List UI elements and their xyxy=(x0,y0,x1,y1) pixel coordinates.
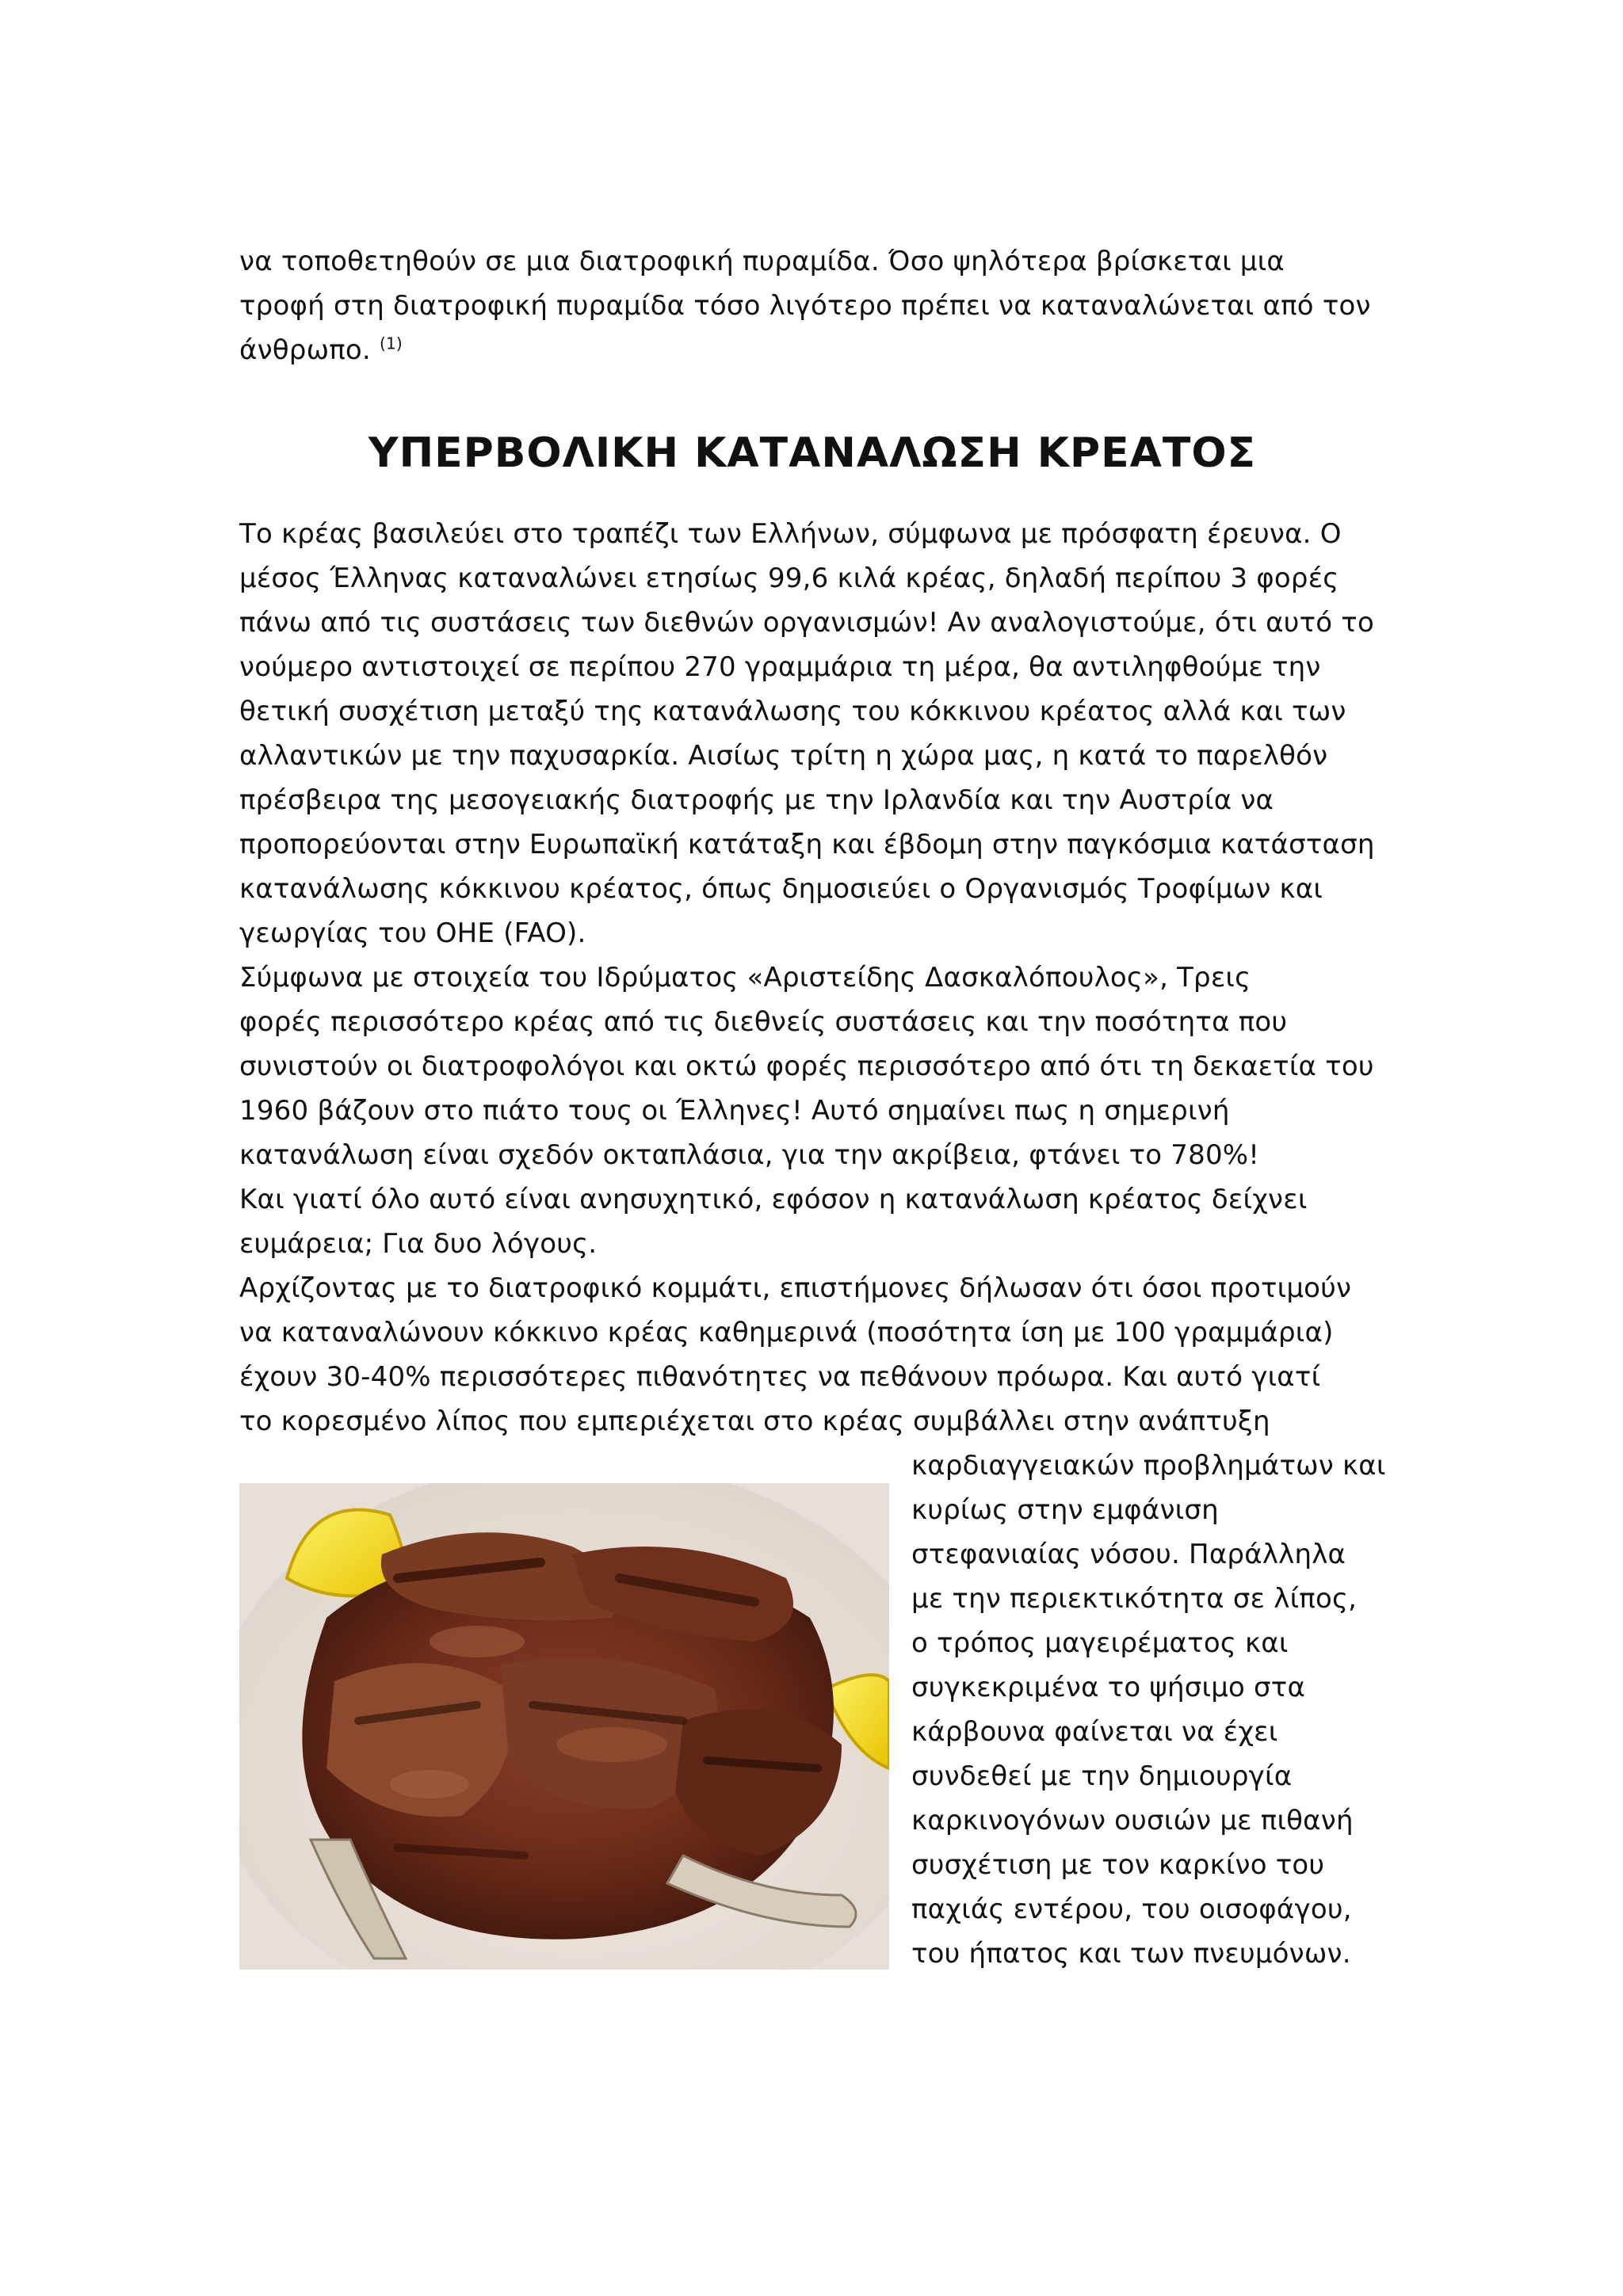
wrap-line: καρδιαγγειακών προβλημάτων και xyxy=(911,1450,1386,1482)
body-line: θετική συσχέτιση μεταξύ της κατανάλωσης του κόκκινου κρέατος αλλά και των xyxy=(239,696,1346,727)
body-line: να καταναλώνουν κόκκινο κρέας καθημερινά (ποσότητα ίση με 100 γραμμάρια) xyxy=(239,1317,1334,1348)
body-line: το κορεσμένο λίπος που εμπεριέχεται στο κρέας συμβάλλει στην ανάπτυξη xyxy=(239,1405,1270,1437)
wrap-line: συγκεκριμένα το ψήσιμο στα xyxy=(911,1672,1306,1703)
wrap-line: ο τρόπος μαγειρέματος και xyxy=(911,1627,1289,1659)
grilled-meat-photo xyxy=(239,1483,889,1970)
body-line: Σύμφωνα με στοιχεία του Ιδρύματος «Αριστείδης Δασκαλόπουλος», Τρεις xyxy=(239,962,1251,994)
body-line: αλλαντικών με την παχυσαρκία. Αισίως τρίτη η χώρα μας, η κατά το παρελθόν xyxy=(239,740,1328,772)
body-line: προπορεύονται στην Ευρωπαϊκή κατάταξη και έβδομη στην παγκόσμια κατάσταση xyxy=(239,829,1375,860)
intro-line-2: τροφή στη διατροφική πυραμίδα τόσο λιγότερο πρέπει να καταναλώνεται από τον xyxy=(239,290,1371,322)
wrap-line: με την περιεκτικότητα σε λίπος, xyxy=(911,1583,1358,1615)
intro-line-3 xyxy=(239,334,403,366)
wrap-line: συνδεθεί με την δημιουργία xyxy=(911,1760,1293,1792)
body-line: Το κρέας βασιλεύει στο τραπέζι των Ελλήνων, σύμφωνα με πρόσφατη έρευνα. Ο xyxy=(239,518,1342,550)
body-line: Αρχίζοντας με το διατροφικό κομμάτι, επιστήμονες δήλωσαν ότι όσοι προτιμούν xyxy=(239,1272,1352,1304)
intro-line-1: να τοποθετηθούν σε μια διατροφική πυραμίδα. Όσο ψηλότερα βρίσκεται μια xyxy=(239,246,1285,277)
wrap-line: του ήπατος και των πνευμόνων. xyxy=(911,1938,1351,1970)
body-line: κατανάλωση είναι σχεδόν οκταπλάσια, για την ακρίβεια, φτάνει το 780%! xyxy=(239,1139,1260,1171)
body-line: κατανάλωσης κόκκινου κρέατος, όπως δημοσιεύει ο Οργανισμός Τροφίμων και xyxy=(239,873,1323,905)
body-line: συνιστούν οι διατροφολόγοι και οκτώ φορές περισσότερο από ότι τη δεκαετία του xyxy=(239,1051,1374,1082)
wrap-line: καρκινογόνων ουσιών με πιθανή xyxy=(911,1805,1354,1836)
wrap-line: κυρίως στην εμφάνιση xyxy=(911,1494,1219,1526)
body-line: γεωργίας του ΟΗΕ (FAO). xyxy=(239,917,586,949)
body-line: ευμάρεια; Για δυο λόγους. xyxy=(239,1228,598,1260)
body-line: 1960 βάζουν στο πιάτο τους οι Έλληνες! Αυτό σημαίνει πως η σημερινή xyxy=(239,1095,1230,1127)
wrap-line: στεφανιαίας νόσου. Παράλληλα xyxy=(911,1539,1346,1570)
body-line: έχουν 30-40% περισσότερες πιθανότητες να πεθάνουν πρόωρα. Και αυτό γιατί xyxy=(239,1361,1321,1393)
wrap-line: παχιάς εντέρου, του οισοφάγου, xyxy=(911,1894,1352,1925)
footnote-reference: (1) xyxy=(379,334,403,353)
section-heading: ΥΠΕΡΒΟΛΙΚΗ ΚΑΤΑΝΑΛΩΣΗ ΚΡΕΑΤΟΣ xyxy=(368,429,1257,477)
body-line: φορές περισσότερο κρέας από τις διεθνείς συστάσεις και την ποσότητα που xyxy=(239,1006,1288,1038)
body-line: Και γιατί όλο αυτό είναι ανησυχητικό, εφόσον η κατανάλωση κρέατος δείχνει xyxy=(239,1184,1308,1215)
intro-line-3-text: άνθρωπο. xyxy=(239,334,371,366)
body-line: μέσος Έλληνας καταναλώνει ετησίως 99,6 κιλά κρέας, δηλαδή περίπου 3 φορές xyxy=(239,563,1339,594)
body-line: νούμερο αντιστοιχεί σε περίπου 270 γραμμάρια τη μέρα, θα αντιληφθούμε την xyxy=(239,651,1321,683)
body-line: πρέσβειρα της μεσογειακής διατροφής με την Ιρλανδία και την Αυστρία να xyxy=(239,784,1274,816)
wrap-line: κάρβουνα φαίνεται να έχει xyxy=(911,1716,1278,1748)
body-line: πάνω από τις συστάσεις των διεθνών οργανισμών! Αν αναλογιστούμε, ότι αυτό το xyxy=(239,607,1374,639)
wrap-line: συσχέτιση με τον καρκίνο του xyxy=(911,1849,1325,1881)
